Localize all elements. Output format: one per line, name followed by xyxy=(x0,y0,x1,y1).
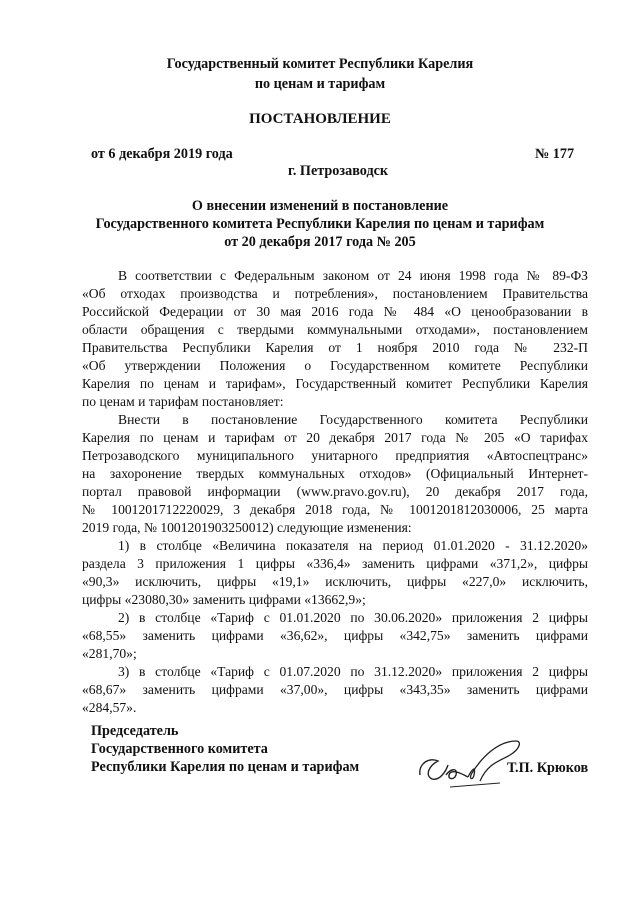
text-line: Внести в постановление Государственного комитета Республики xyxy=(118,412,588,427)
text-line: «68,55» заменить цифрами «36,62», цифры «342,75» заменить цифрами xyxy=(82,628,588,643)
text-line: № 1001201712220029, 3 декабря 2018 года, № 1001201812030006, 25 марта xyxy=(82,502,588,517)
text-line: цифры «23080,30» заменить цифрами «13662,9»; xyxy=(82,592,366,607)
title-line2: Государственного комитета Республики Карелия по ценам и тарифам xyxy=(95,216,545,232)
text-line: 3) в столбце «Тариф с 01.07.2020 по 31.12.2020» приложения 2 цифры xyxy=(118,664,588,679)
text-line: «90,3» исключить, цифры «19,1» исключить, цифры «227,0» исключить, xyxy=(82,574,588,589)
document-date: от 6 декабря 2019 года xyxy=(91,146,233,162)
org-name-line1: Государственный комитет Республики Карелия xyxy=(166,56,474,72)
text-line: «281,70»; xyxy=(82,646,137,661)
text-line: Правительства Республики Карелия от 1 ноября 2010 года № 232-П xyxy=(82,340,588,355)
title-line3: от 20 декабря 2017 года № 205 xyxy=(224,234,416,250)
org-name-line2: по ценам и тарифам xyxy=(254,76,386,92)
text-line: В соответствии с Федеральным законом от 24 июня 1998 года № 89-ФЗ xyxy=(118,268,588,283)
document-city: г. Петрозаводск xyxy=(288,163,389,179)
text-line: 2019 года, № 1001201903250012) следующие изменения: xyxy=(82,520,412,535)
text-line: «68,67» заменить цифрами «37,00», цифры «343,35» заменить цифрами xyxy=(82,682,588,697)
text-line: портал правовой информации (www.pravo.gov.ru), 20 декабря 2017 года, xyxy=(82,484,588,499)
text-line: «284,57». xyxy=(82,700,137,715)
text-line: Российской Федерации от 30 мая 2016 года № 484 «О ценообразовании в xyxy=(82,304,588,319)
text-line: по ценам и тарифам постановляет: xyxy=(82,394,284,409)
text-line: на захоронение твердых коммунальных отходов» (Официальный Интернет- xyxy=(82,466,588,481)
doc-type-heading: ПОСТАНОВЛЕНИЕ xyxy=(249,111,391,127)
signatory-title-line2: Государственного комитета xyxy=(91,741,268,757)
text-line: Карелия по ценам и тарифам», Государственный комитет Республики Карелия xyxy=(82,376,588,391)
text-line: 1) в столбце «Величина показателя на период 01.01.2020 - 31.12.2020» xyxy=(118,538,588,553)
text-line: «Об отходах производства и потребления», постановлением Правительства xyxy=(82,286,588,301)
signatory-title-line1: Председатель xyxy=(91,723,179,739)
signatory-title-line3: Республики Карелия по ценам и тарифам xyxy=(91,759,360,775)
title-line1: О внесении изменений в постановление xyxy=(191,198,449,214)
text-line: области обращения с твердыми коммунальными отходами», постановлением xyxy=(82,322,588,337)
text-line: «Об утверждении Положения о Государственном комитете Республики xyxy=(82,358,588,373)
text-line: раздела 3 приложения 1 цифры «336,4» заменить цифрами «371,2», цифры xyxy=(82,556,588,571)
text-line: Петрозаводского муниципального унитарного предприятия «Автоспецтранс» xyxy=(82,448,588,463)
document-number: № 177 xyxy=(535,146,575,162)
text-line: Карелия по ценам и тарифам от 20 декабря 2017 года № 205 «О тарифах xyxy=(82,430,588,445)
signatory-name: Т.П. Крюков xyxy=(507,760,589,776)
text-line: 2) в столбце «Тариф с 01.01.2020 по 30.06.2020» приложения 2 цифры xyxy=(118,610,588,625)
